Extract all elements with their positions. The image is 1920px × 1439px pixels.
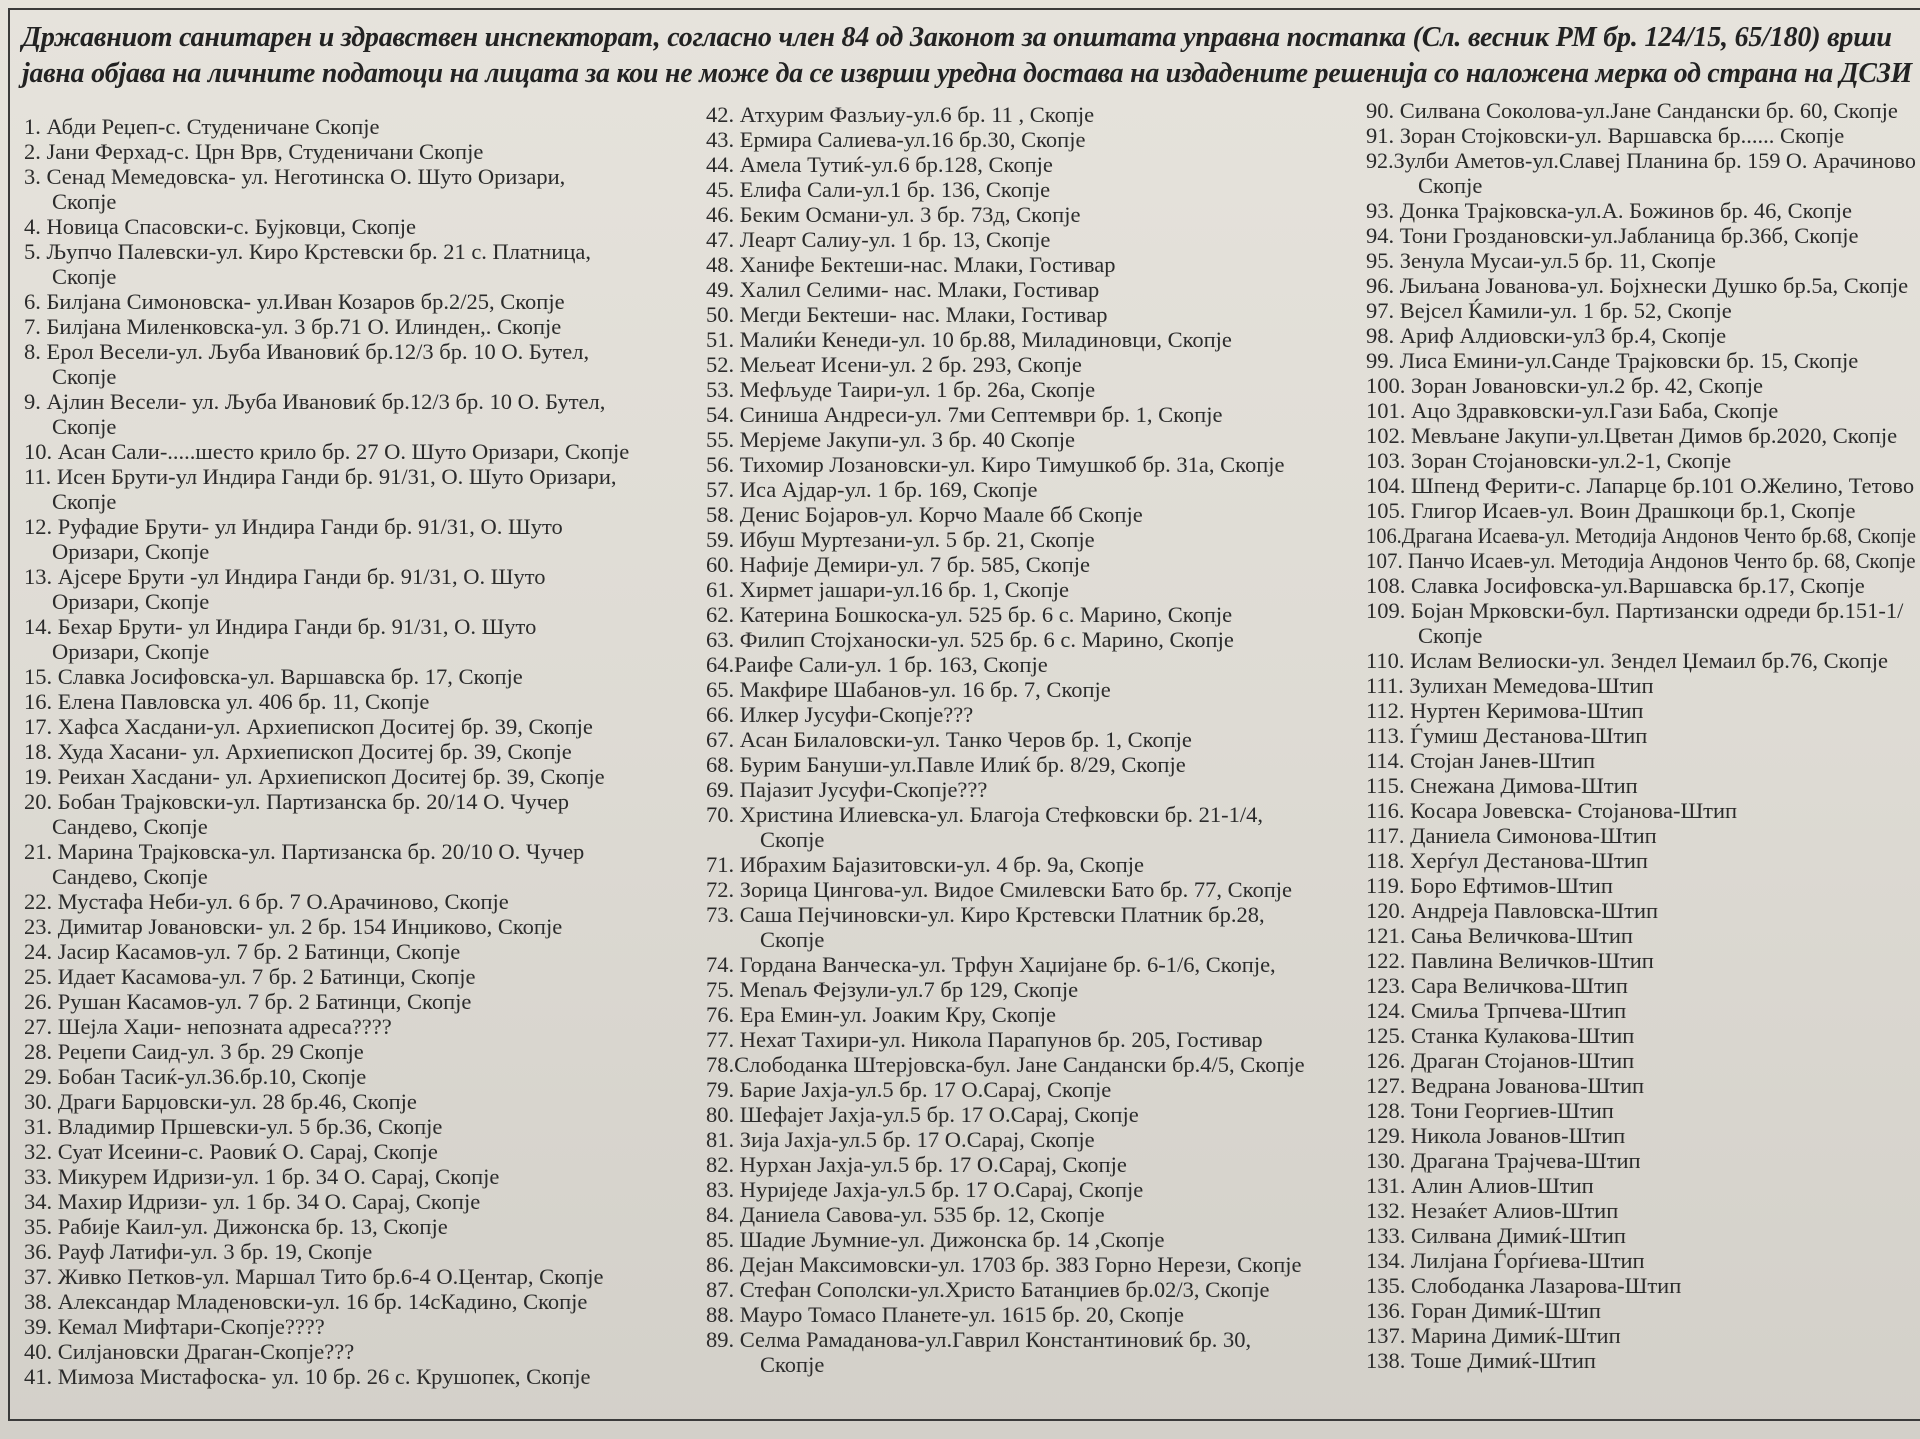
list-column-3 (1366, 98, 1920, 1373)
list-item (1366, 398, 1920, 423)
list-item (24, 714, 704, 739)
list-item (24, 139, 704, 164)
list-item-text: 73. Саша Пејчиновски-ул. Киро Крстевски Платник бр.28, (706, 902, 1265, 927)
list-item-text: 23. Димитар Јовановски- ул. 2 бр. 154 Инџиково, Скопје (24, 914, 563, 939)
list-item (706, 1127, 1366, 1152)
list-item-text: 63. Филип Стојханоски-ул. 525 бр. 6 с. Марино, Скопје (706, 627, 1234, 652)
list-item-text: 83. Нуриједе Јахја-ул.5 бр. 17 О.Сарај, Скопје (706, 1177, 1144, 1202)
list-item (706, 1152, 1366, 1177)
list-item-text: 12. Руфадие Брути- ул Индира Ганди бр. 91/31, О. Шуто (24, 514, 563, 539)
list-item (24, 164, 704, 214)
list-item (706, 102, 1366, 127)
list-item-text: 81. Зија Јахја-ул.5 бр. 17 О.Сарај, Скопје (706, 1127, 1095, 1152)
list-item-continuation: Оризари, Скопје (52, 589, 210, 614)
list-item (1366, 1198, 1920, 1223)
list-item-text: 2. Јани Ферхад-с. Црн Врв, Студеничани Скопје (24, 139, 484, 164)
list-item (706, 277, 1366, 302)
list-item (1366, 773, 1920, 798)
list-item (1366, 473, 1920, 498)
list-item-text: 27. Шејла Хаџи- непозната адреса???? (24, 1014, 392, 1039)
list-item-text: 124. Смиља Трпчева-Штип (1366, 998, 1627, 1023)
list-item (24, 1339, 704, 1364)
list-item (1366, 1123, 1920, 1148)
list-item (706, 677, 1366, 702)
list-item (24, 1039, 704, 1064)
list-item-text: 3. Сенад Мемедовска- ул. Неготинска О. Шуто Оризари, (24, 164, 566, 189)
list-item (706, 1002, 1366, 1027)
list-item-text: 98. Ариф Алдиовски-ул3 бр.4, Скопје (1366, 323, 1727, 348)
list-item-text: 86. Дејан Максимовски-ул. 1703 бр. 383 Горно Нерези, Скопје (706, 1252, 1302, 1277)
list-item-text: 114. Стојан Јанев-Штип (1366, 748, 1596, 773)
list-item (706, 1252, 1366, 1277)
list-item (1366, 598, 1920, 648)
list-item-text: 93. Донка Трајковска-ул.А. Божинов бр. 46, Скопје (1366, 198, 1852, 223)
list-item-text: 26. Рушан Касамов-ул. 7 бр. 2 Батинци, Скопје (24, 989, 472, 1014)
list-item (706, 502, 1366, 527)
list-item (706, 252, 1366, 277)
list-item (706, 877, 1366, 902)
list-item-text: 45. Елифа Сали-ул.1 бр. 136, Скопје (706, 177, 1051, 202)
list-item-text: 92.Зулби Аметов-ул.Славеј Планина бр. 159 О. Арачиново (1366, 148, 1916, 173)
list-item (706, 1102, 1366, 1127)
list-item (24, 1314, 704, 1339)
list-item-text: 10. Асан Сали-.....шесто крило бр. 27 О. Шуто Оризари, Скопје (24, 439, 630, 464)
list-item (1366, 948, 1920, 973)
list-item-text: 111. Зулихан Мемедова-Штип (1366, 673, 1654, 698)
list-item (1366, 323, 1920, 348)
list-item (1366, 373, 1920, 398)
list-item (24, 989, 704, 1014)
list-item-text: 72. Зорица Цингова-ул. Видое Смилевски Бато бр. 77, Скопје (706, 877, 1292, 902)
list-item (706, 1302, 1366, 1327)
list-item-text: 100. Зоран Јовановски-ул.2 бр. 42, Скопје (1366, 373, 1763, 398)
list-item-continuation: Скопје (52, 489, 117, 514)
list-item-text: 122. Павлина Величков-Штип (1366, 948, 1654, 973)
list-item-text: 89. Селма Рамаданова-ул.Гаврил Константиновиќ бр. 30, (706, 1327, 1252, 1352)
list-item-text: 85. Шадие Љумние-ул. Дижонска бр. 14 ,Скопје (706, 1227, 1165, 1252)
list-item (1366, 98, 1920, 123)
list-item-text: 135. Слободанка Лазарова-Штип (1366, 1273, 1682, 1298)
list-item-continuation: Скопје (52, 264, 117, 289)
list-item (24, 314, 704, 339)
list-item (706, 1052, 1366, 1077)
list-item-text: 110. Ислам Велиоски-ул. Зендел Џемаил бр.76, Скопје (1366, 648, 1888, 673)
list-item-text: 130. Драгана Трајчева-Штип (1366, 1148, 1641, 1173)
list-item (24, 1089, 704, 1114)
list-item-text: 94. Тони Гроздановски-ул.Јабланица бр.36б, Скопје (1366, 223, 1859, 248)
list-item-text: 129. Никола Јованов-Штип (1366, 1123, 1626, 1148)
list-item-text: 41. Мимоза Мистафоска- ул. 10 бр. 26 с. Крушопек, Скопје (24, 1364, 591, 1389)
list-item-text: 59. Ибуш Муртезани-ул. 5 бр. 21, Скопје (706, 527, 1095, 552)
list-item (706, 952, 1366, 977)
list-item (1366, 973, 1920, 998)
list-item-text: 99. Лиса Емини-ул.Санде Трајковски бр. 15, Скопје (1366, 348, 1859, 373)
list-item (706, 702, 1366, 727)
list-item (706, 552, 1366, 577)
list-item-text: 136. Горан Димиќ-Штип (1366, 1298, 1601, 1323)
list-item (1366, 223, 1920, 248)
list-item (1366, 148, 1920, 198)
list-item (24, 1214, 704, 1239)
list-item (1366, 998, 1920, 1023)
list-item-text: 1. Абди Реџеп-с. Студеничане Скопје (24, 114, 380, 139)
list-item-text: 6. Билјана Симоновска- ул.Иван Козаров бр.2/25, Скопје (24, 289, 565, 314)
list-item-continuation: Оризари, Скопје (52, 539, 210, 564)
list-item-text: 54. Синиша Андреси-ул. 7ми Септември бр. 1, Скопје (706, 402, 1223, 427)
list-item-text: 13. Ајсере Брути -ул Индира Ганди бр. 91/31, О. Шуто (24, 564, 546, 589)
list-item (706, 752, 1366, 777)
list-item-text: 132. Незаќет Алиов-Штип (1366, 1198, 1619, 1223)
list-item (1366, 898, 1920, 923)
list-item-text: 109. Бојан Мрковски-бул. Партизански одреди бр.151-1/ (1366, 598, 1904, 623)
list-item-text: 106.Драгана Исаева-ул. Методија Андонов Ченто бр.68, Скопје (1366, 523, 1916, 548)
list-item (706, 177, 1366, 202)
list-item-text: 112. Нуртен Керимова-Штип (1366, 698, 1644, 723)
list-item (1366, 548, 1920, 573)
list-item-text: 55. Мерјеме Јакупи-ул. 3 бр. 40 Скопје (706, 427, 1075, 452)
list-item (24, 339, 704, 389)
list-item (24, 889, 704, 914)
list-item (24, 1289, 704, 1314)
list-item (1366, 1023, 1920, 1048)
list-item-text: 82. Нурхан Јахја-ул.5 бр. 17 О.Сарај, Скопје (706, 1152, 1127, 1177)
list-item-text: 30. Драги Барџовски-ул. 28 бр.46, Скопје (24, 1089, 417, 1114)
list-item (24, 1164, 704, 1189)
list-item-text: 66. Илкер Јусуфи-Скопје??? (706, 702, 974, 727)
list-item-text: 37. Живко Петков-ул. Маршал Тито бр.6-4 О.Центар, Скопје (24, 1264, 604, 1289)
list-item-text: 9. Ајлин Весели- ул. Љуба Ивановиќ бр.12/3 бр. 10 О. Бутел, (24, 389, 606, 414)
list-item-text: 40. Силјановски Драган-Скопје??? (24, 1339, 355, 1364)
list-item-continuation: Скопје (760, 1352, 825, 1377)
list-item-text: 76. Ера Емин-ул. Јоаким Кру, Скопје (706, 1002, 1057, 1027)
list-item (706, 902, 1366, 952)
list-item (1366, 873, 1920, 898)
list-item-text: 46. Беким Османи-ул. 3 бр. 73д, Скопје (706, 202, 1081, 227)
list-item-text: 138. Тоше Димиќ-Штип (1366, 1348, 1596, 1373)
list-item-text: 123. Сара Величкова-Штип (1366, 973, 1628, 998)
list-item-text: 43. Ермира Салиева-ул.16 бр.30, Скопје (706, 127, 1086, 152)
list-item (706, 1277, 1366, 1302)
list-item (1366, 198, 1920, 223)
list-item-text: 91. Зоран Стојковски-ул. Варшавска бр...... Скопје (1366, 123, 1845, 148)
list-item-text: 107. Панчо Исаев-ул. Методија Андонов Ченто бр. 68, Скопје (1366, 548, 1916, 573)
list-item (24, 664, 704, 689)
list-column-2 (706, 102, 1366, 1377)
list-item (1366, 248, 1920, 273)
list-item-text: 47. Леарт Салиу-ул. 1 бр. 13, Скопје (706, 227, 1051, 252)
list-item (24, 1189, 704, 1214)
list-item-text: 69. Пајазит Јусуфи-Скопје??? (706, 777, 988, 802)
list-item-text: 14. Бехар Брути- ул Индира Ганди бр. 91/31, О. Шуто (24, 614, 537, 639)
list-item-text: 49. Халил Селими- нас. Млаки, Гостивар (706, 277, 1100, 302)
list-item-text: 95. Зенула Мусаи-ул.5 бр. 11, Скопје (1366, 248, 1716, 273)
list-item-text: 88. Мауро Томасо Планете-ул. 1615 бр. 20, Скопје (706, 1302, 1184, 1327)
list-item (1366, 748, 1920, 773)
list-item-text: 21. Марина Трајковска-ул. Партизанска бр. 20/10 О. Чучер (24, 839, 585, 864)
list-item (24, 389, 704, 439)
list-item-text: 96. Љиљана Јованова-ул. Бојхнески Душко бр.5а, Скопје (1366, 273, 1909, 298)
list-item (24, 614, 704, 664)
list-item-text: 7. Билјана Миленковска-ул. 3 бр.71 О. Илинден,. Скопје (24, 314, 562, 339)
notice-header (22, 20, 1920, 92)
list-item-text: 36. Рауф Латифи-ул. 3 бр. 19, Скопје (24, 1239, 373, 1264)
list-item (1366, 348, 1920, 373)
list-item (1366, 1173, 1920, 1198)
list-item-text: 33. Микурем Идризи-ул. 1 бр. 34 О. Сарај, Скопје (24, 1164, 500, 1189)
list-item (24, 1014, 704, 1039)
list-item-text: 65. Макфире Шабанов-ул. 16 бр. 7, Скопје (706, 677, 1111, 702)
list-item (706, 1327, 1366, 1377)
list-item (24, 764, 704, 789)
list-item (706, 1077, 1366, 1102)
list-item-continuation: Скопје (52, 189, 117, 214)
header-line-1: Државниот санитарен и здравствен инспекторат, согласно член 84 од Законот за општата управна постапка (Сл. весник РМ бр. 124/15, 65/180) врши (22, 22, 1892, 53)
list-item (706, 327, 1366, 352)
list-item-text: 79. Барие Јахја-ул.5 бр. 17 О.Сарај, Скопје (706, 1077, 1112, 1102)
list-item-text: 35. Рабије Каил-ул. Дижонска бр. 13, Скопје (24, 1214, 448, 1239)
list-item-text: 113. Ѓумиш Дестанова-Штип (1366, 723, 1648, 748)
list-item-text: 90. Силвана Соколова-ул.Јане Сандански бр. 60, Скопје (1366, 98, 1898, 123)
list-item-text: 32. Суат Исеини-с. Раовиќ О. Сарај, Скопје (24, 1139, 438, 1164)
list-item (24, 464, 704, 514)
list-item-text: 105. Глигор Исаев-ул. Воин Драшкоци бр.1, Скопје (1366, 498, 1856, 523)
list-item-text: 116. Косара Јовевска- Стојанова-Штип (1366, 798, 1738, 823)
list-item (706, 452, 1366, 477)
list-item-text: 29. Бобан Тасиќ-ул.36.бр.10, Скопје (24, 1064, 367, 1089)
list-item-text: 50. Мегди Бектеши- нас. Млаки, Гостивар (706, 302, 1108, 327)
list-item (1366, 698, 1920, 723)
list-item (24, 689, 704, 714)
list-item (706, 352, 1366, 377)
list-item-text: 16. Елена Павловска ул. 406 бр. 11, Скопје (24, 689, 430, 714)
list-item-text: 67. Асан Билаловски-ул. Танко Черов бр. 1, Скопје (706, 727, 1192, 752)
list-item (24, 1114, 704, 1139)
list-item-text: 44. Амела Тутиќ-ул.6 бр.128, Скопје (706, 152, 1053, 177)
list-item-continuation: Оризари, Скопје (52, 639, 210, 664)
list-item-text: 103. Зоран Стојановски-ул.2-1, Скопје (1366, 448, 1732, 473)
list-item-text: 24. Јасир Касамов-ул. 7 бр. 2 Батинци, Скопје (24, 939, 461, 964)
list-item-text: 51. Малиќи Кенеди-ул. 10 бр.88, Миладиновци, Скопје (706, 327, 1232, 352)
list-item-text: 75. Мenaљ Фејзули-ул.7 бр 129, Скопје (706, 977, 1079, 1002)
list-item-text: 104. Шпенд Ферити-с. Лапарце бр.101 О.Желино, Тетово (1366, 473, 1915, 498)
list-item (24, 939, 704, 964)
list-item-text: 60. Нафије Демири-ул. 7 бр. 585, Скопје (706, 552, 1091, 577)
list-item-text: 15. Славка Јосифовска-ул. Варшавска бр. 17, Скопје (24, 664, 523, 689)
list-item-text: 87. Стефан Сополски-ул.Христо Батанџиев бр.02/3, Скопје (706, 1277, 1270, 1302)
list-item (1366, 1048, 1920, 1073)
list-item-text: 120. Андреја Павловска-Штип (1366, 898, 1659, 923)
list-item-text: 101. Ацо Здравковски-ул.Гази Баба, Скопје (1366, 398, 1779, 423)
list-item (706, 727, 1366, 752)
list-item (1366, 448, 1920, 473)
list-item-text: 115. Снежана Димова-Штип (1366, 773, 1638, 798)
list-item-text: 22. Мустафа Неби-ул. 6 бр. 7 О.Арачиново, Скопје (24, 889, 509, 914)
list-item (24, 514, 704, 564)
list-item-text: 134. Лилјана Ѓорѓиева-Штип (1366, 1248, 1645, 1273)
list-item-continuation: Скопје (52, 414, 117, 439)
list-item-text: 61. Хирмет јашари-ул.16 бр. 1, Скопје (706, 577, 1069, 602)
list-item (1366, 1248, 1920, 1273)
list-item-text: 25. Идает Касамова-ул. 7 бр. 2 Батинци, Скопје (24, 964, 476, 989)
list-item (706, 577, 1366, 602)
list-item (24, 1364, 704, 1389)
list-item (24, 239, 704, 289)
list-item (706, 1177, 1366, 1202)
list-item-text: 102. Мевљане Јакупи-ул.Цветан Димов бр.2020, Скопје (1366, 423, 1898, 448)
list-item (706, 852, 1366, 877)
list-item (1366, 498, 1920, 523)
list-item (706, 1027, 1366, 1052)
list-item-text: 5. Љупчо Палевски-ул. Киро Крстевски бр. 21 с. Платница, (24, 239, 592, 264)
list-item (706, 1227, 1366, 1252)
list-item (1366, 573, 1920, 598)
list-item-text: 28. Реџепи Саид-ул. 3 бр. 29 Скопје (24, 1039, 364, 1064)
list-item (706, 202, 1366, 227)
list-item (24, 289, 704, 314)
list-item-continuation: Скопје (760, 927, 825, 952)
list-item (706, 802, 1366, 852)
list-item-text: 119. Боро Ефтимов-Штип (1366, 873, 1613, 898)
list-item-text: 53. Мефљуде Таири-ул. 1 бр. 26а, Скопје (706, 377, 1096, 402)
list-item (1366, 298, 1920, 323)
list-item (1366, 798, 1920, 823)
list-item (706, 627, 1366, 652)
list-item (1366, 1098, 1920, 1123)
list-item-text: 19. Реихан Хасдани- ул. Архиепископ Доситеј бр. 39, Скопје (24, 764, 605, 789)
list-item (24, 214, 704, 239)
list-item (706, 977, 1366, 1002)
list-item-text: 39. Кемал Мифтари-Скопје???? (24, 1314, 325, 1339)
list-item (1366, 423, 1920, 448)
list-item (1366, 123, 1920, 148)
list-item (24, 789, 704, 839)
list-item (706, 652, 1366, 677)
list-item-text: 118. Херѓул Дестанова-Штип (1366, 848, 1648, 873)
list-item (24, 1239, 704, 1264)
list-item (1366, 723, 1920, 748)
list-item-text: 80. Шефајет Јахја-ул.5 бр. 17 О.Сарај, Скопје (706, 1102, 1139, 1127)
list-item (706, 402, 1366, 427)
list-item-text: 18. Худа Хасани- ул. Архиепископ Доситеј бр. 39, Скопје (24, 739, 572, 764)
list-item-text: 58. Денис Бојаров-ул. Корчо Маале бб Скопје (706, 502, 1143, 527)
list-item-text: 71. Ибрахим Бајазитовски-ул. 4 бр. 9а, Скопје (706, 852, 1145, 877)
list-item (706, 1202, 1366, 1227)
list-item-text: 108. Славка Јосифовска-ул.Варшавска бр.17, Скопје (1366, 573, 1865, 598)
list-item (1366, 1273, 1920, 1298)
list-item-text: 4. Новица Спасовски-с. Бујковци, Скопје (24, 214, 416, 239)
list-item-text: 62. Катерина Бошкоска-ул. 525 бр. 6 с. Марино, Скопје (706, 602, 1233, 627)
list-item-text: 48. Ханифе Бектеши-нас. Млаки, Гостивар (706, 252, 1116, 277)
list-item-text: 127. Ведрана Јованова-Штип (1366, 1073, 1645, 1098)
list-item-text: 17. Хафса Хасдани-ул. Архиепископ Доситеј бр. 39, Скопје (24, 714, 593, 739)
list-item (1366, 848, 1920, 873)
list-item-text: 11. Исен Брути-ул Индира Ганди бр. 91/31, О. Шуто Оризари, (24, 464, 617, 489)
list-item (706, 227, 1366, 252)
list-item (24, 564, 704, 614)
list-column-1 (24, 114, 704, 1389)
header-line-2: јавна објава на личните податоци на лицата за кои не може да се изврши уредна достава на издадените решенија со наложена мерка од страна на ДСЗИ (22, 58, 1913, 89)
list-item-text: 126. Драган Стојанов-Штип (1366, 1048, 1635, 1073)
list-item (1366, 1223, 1920, 1248)
list-item (706, 602, 1366, 627)
list-item-continuation: Скопје (52, 364, 117, 389)
list-item (1366, 648, 1920, 673)
list-item-text: 56. Тихомир Лозановски-ул. Киро Тимушкоб бр. 31а, Скопје (706, 452, 1285, 477)
list-item-continuation: Скопје (1418, 173, 1483, 198)
list-item-text: 57. Иса Ајдар-ул. 1 бр. 169, Скопје (706, 477, 1038, 502)
list-item (706, 527, 1366, 552)
list-item (706, 777, 1366, 802)
list-item-continuation: Скопје (760, 827, 825, 852)
list-item (1366, 523, 1920, 548)
list-item (1366, 1323, 1920, 1348)
list-item-text: 84. Даниела Савова-ул. 535 бр. 12, Скопје (706, 1202, 1105, 1227)
list-item (706, 127, 1366, 152)
list-item (706, 302, 1366, 327)
list-item (1366, 923, 1920, 948)
list-item (24, 839, 704, 889)
list-item-text: 42. Атхурим Фазљиу-ул.6 бр. 11 , Скопје (706, 102, 1095, 127)
list-item-text: 125. Станка Кулакова-Штип (1366, 1023, 1635, 1048)
list-item-continuation: Сандево, Скопје (52, 814, 208, 839)
list-item (1366, 823, 1920, 848)
list-item-text: 121. Сања Величкова-Штип (1366, 923, 1633, 948)
list-item (24, 114, 704, 139)
list-item (1366, 1073, 1920, 1098)
list-item-text: 131. Алин Алиов-Штип (1366, 1173, 1594, 1198)
list-item-text: 68. Бурим Бануши-ул.Павле Илиќ бр. 8/29, Скопје (706, 752, 1186, 777)
list-item (1366, 1298, 1920, 1323)
list-item-text: 38. Александар Младеновски-ул. 16 бр. 14сКадино, Скопје (24, 1289, 588, 1314)
list-item (1366, 1148, 1920, 1173)
list-item-continuation: Скопје (1418, 623, 1483, 648)
list-item-text: 78.Слободанка Штерјовска-бул. Јане Сандански бр.4/5, Скопје (706, 1052, 1305, 1077)
list-item (1366, 1348, 1920, 1373)
list-item (24, 739, 704, 764)
list-item (24, 1139, 704, 1164)
list-item-text: 74. Гордана Ванческа-ул. Трфун Хаџијане бр. 6-1/6, Скопје, (706, 952, 1276, 977)
list-item (706, 152, 1366, 177)
list-item-text: 20. Бобан Трајковски-ул. Партизанска бр. 20/14 О. Чучер (24, 789, 570, 814)
list-item (1366, 673, 1920, 698)
list-item (24, 439, 704, 464)
list-item (706, 377, 1366, 402)
list-item (706, 427, 1366, 452)
list-item-text: 64.Раифе Сали-ул. 1 бр. 163, Скопје (706, 652, 1048, 677)
list-item-text: 133. Силвана Димиќ-Штип (1366, 1223, 1626, 1248)
list-item-text: 77. Нехат Тахири-ул. Никола Парапунов бр. 205, Гостивар (706, 1027, 1263, 1052)
list-item (24, 1264, 704, 1289)
list-item-text: 34. Махир Идризи- ул. 1 бр. 34 О. Сарај, Скопје (24, 1189, 481, 1214)
list-item-text: 137. Марина Димиќ-Штип (1366, 1323, 1621, 1348)
list-item (24, 1064, 704, 1089)
list-item-text: 52. Мељеат Исени-ул. 2 бр. 293, Скопје (706, 352, 1082, 377)
list-item-text: 128. Тони Георгиев-Штип (1366, 1098, 1614, 1123)
list-item (1366, 273, 1920, 298)
list-item (24, 964, 704, 989)
list-item-text: 97. Вејсел Ќамили-ул. 1 бр. 52, Скопје (1366, 298, 1732, 323)
list-item-text: 117. Даниела Симонова-Штип (1366, 823, 1657, 848)
list-item-text: 31. Владимир Пршевски-ул. 5 бр.36, Скопје (24, 1114, 443, 1139)
list-item-text: 8. Ерол Весели-ул. Љуба Ивановиќ бр.12/3 бр. 10 О. Бутел, (24, 339, 590, 364)
list-item-text: 70. Христина Илиевска-ул. Благоја Стефковски бр. 21-1/4, (706, 802, 1264, 827)
list-item-continuation: Сандево, Скопје (52, 864, 208, 889)
list-item (706, 477, 1366, 502)
list-item (24, 914, 704, 939)
